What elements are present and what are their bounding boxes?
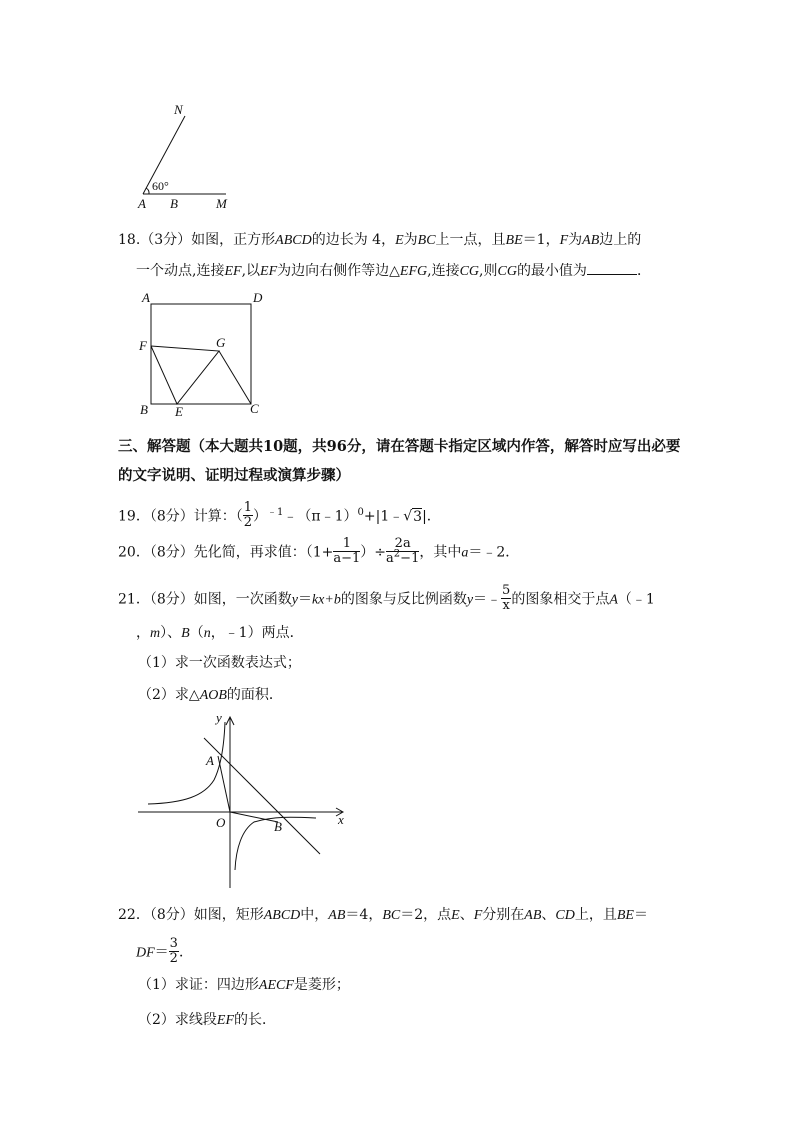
q19: 19．（8分）计算：（ $\frac{1}{2}$ ）$^{﹣1}$﹣（π﹣1）$^0$+|1﹣√3|．	[118, 500, 441, 530]
q21-num: 21．（8分）	[118, 591, 194, 608]
label-g: G	[216, 335, 226, 350]
q21-line2: ，m）、B（n，﹣1）两点．	[136, 625, 304, 641]
figure-function-graph	[134, 708, 354, 890]
fraction-half: $\frac{1}{2}$	[243, 500, 253, 530]
label-angle: 60°	[152, 179, 169, 193]
label-o: O	[216, 815, 226, 830]
q21-sub2: （2）求△AOB的面积．	[138, 687, 283, 703]
q20-num: 20．（8分）	[118, 544, 194, 561]
square	[151, 304, 251, 404]
answer-blank[interactable]	[587, 261, 637, 275]
fraction-1-over-a-minus-1: $\frac{1}{a-1}$	[333, 536, 361, 566]
label-c: C	[250, 401, 259, 416]
label-d: D	[253, 290, 263, 305]
q22-num: 22．（8分）	[118, 907, 194, 923]
q18-num: 18.（3分）	[118, 232, 192, 248]
segment-ob	[230, 812, 278, 822]
fraction-5-over-x: $\frac{5}{x}$	[502, 583, 511, 613]
fraction-3-over-2: $\frac{3}{2}$	[169, 936, 178, 966]
label-b: B	[140, 402, 148, 417]
label-a: A	[138, 196, 146, 211]
q21-line1: 21．（8分）如图，一次函数y＝kx+b的图象与反比例函数y＝﹣ $\frac{5}{x}$ 的图象相交于点A（﹣1	[118, 583, 655, 613]
label-x: x	[338, 812, 344, 827]
section-heading-line2: 的文字说明、证明过程或演算步骤）	[118, 467, 350, 484]
q18-line1: 18.（3分）如图，正方形ABCD的边长为 4，E为BC上一点，且BE＝1，F为AB边上的	[118, 232, 642, 248]
sqrt-icon: √	[403, 508, 413, 525]
label-a: A	[206, 753, 214, 768]
angle-arc	[146, 188, 149, 194]
label-y: y	[216, 710, 222, 725]
label-a: A	[142, 290, 150, 305]
triangle-efg	[151, 346, 219, 404]
fraction-2a-over-a2-minus-1: $\frac{2a}{a^2-1}$	[386, 536, 420, 566]
figure-square-abcd	[134, 288, 274, 420]
q22-line1: 22．（8分）如图，矩形ABCD中，AB＝4，BC＝2，点E、F分别在AB、CD上，且BE＝	[118, 907, 648, 923]
q18-line2: 一个动点,连接EF,以EF为边向右侧作等边△EFG,连接CG,则CG的最小值为 ．	[136, 263, 651, 279]
label-n: N	[174, 102, 183, 117]
q19-num: 19．（8分）	[118, 508, 194, 525]
section-heading: 三、解答题（本大题共10题，共96分，请在答题卡指定区域内作答，解答时应写出必要	[118, 438, 681, 455]
linear-function-line	[204, 738, 320, 854]
label-m: M	[216, 196, 227, 211]
q22-sub2: （2）求线段EF的长．	[138, 1012, 277, 1028]
segment-cg	[219, 351, 251, 404]
label-f: F	[139, 338, 147, 353]
q22-sub1: （1）求证：四边形AECF是菱形；	[138, 977, 350, 993]
label-b: B	[274, 819, 282, 834]
label-e: E	[175, 404, 183, 419]
figure-angle-nam	[130, 98, 240, 214]
segment-oa	[218, 756, 230, 812]
label-b: B	[170, 196, 178, 211]
q22-line2: DF＝ $\frac{3}{2}$ ．	[136, 936, 193, 966]
q21-sub1: （1）求一次函数表达式；	[138, 655, 301, 671]
q20: 20．（8分）先化简，再求值：（1+ $\frac{1}{a-1}$ ）÷ $\frac{2a}{a^2-1}$ ，其中a＝﹣2．	[118, 536, 520, 566]
